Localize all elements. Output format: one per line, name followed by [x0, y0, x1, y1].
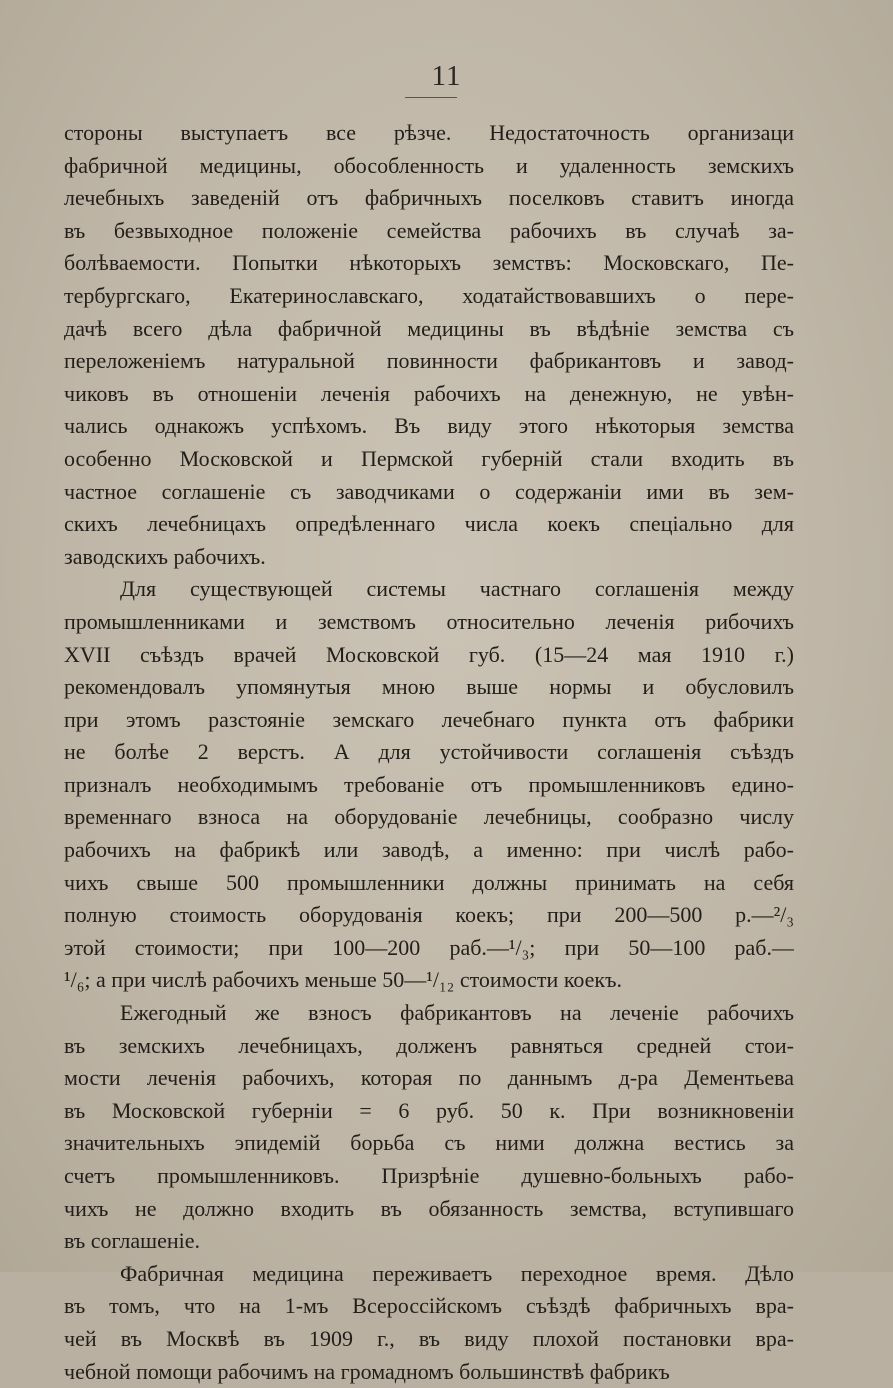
paragraph — [64, 117, 794, 573]
text-line: полную стоимость оборудованія коекъ; при 200—500 р.—²/₃ — [64, 902, 794, 928]
text-line: чихъ не должно входить въ обязанность земства, вступившаго — [64, 1195, 794, 1221]
text-line: мости леченія рабочихъ, которая по даннымъ д-ра Дементьева — [64, 1065, 794, 1091]
text-line: этой стоимости; при 100—200 раб.—¹/₃; при 50—100 раб.— — [64, 934, 794, 960]
text-line: дачѣ всего дѣла фабричной медицины въ вѣдѣніе земства съ — [64, 315, 794, 341]
text-line: чей въ Москвѣ въ 1909 г., въ виду плохой постановки вра- — [64, 1325, 794, 1351]
page-number-rule — [405, 97, 457, 98]
text-line: въ земскихъ лечебницахъ, долженъ равняться средней стои- — [64, 1032, 794, 1058]
text-line: частное соглашеніе съ заводчиками о содержаніи ими въ зем- — [64, 478, 794, 504]
text-line: скихъ лечебницахъ опредѣленнаго числа коекъ спеціально для — [64, 511, 794, 537]
text-line: Ежегодный же взносъ фабрикантовъ на леченіе рабочихъ — [120, 1000, 794, 1026]
text-line: XVII съѣздъ врачей Московской губ. (15—24 мая 1910 г.) — [64, 641, 794, 667]
text-line: значительныхъ эпидемій борьба съ ними должна вестись за — [64, 1130, 794, 1156]
text-line: въ Московской губерніи = 6 руб. 50 к. При возникновеніи — [64, 1097, 794, 1123]
text-line: рабочихъ на фабрикѣ или заводѣ, а именно: при числѣ рабо- — [64, 837, 794, 863]
text-line: ¹/₆; а при числѣ рабочихъ меньше 50—¹/₁₂ стоимости коекъ. — [64, 967, 622, 993]
text-line: Фабричная медицина переживаетъ переходное время. Дѣло — [120, 1260, 794, 1286]
paragraph — [64, 573, 794, 997]
text-line: лечебныхъ заведеній отъ фабричныхъ поселковъ ставитъ иногда — [64, 185, 794, 211]
text-line: тербургскаго, Екатеринославскаго, ходатайствовавшихъ о пере- — [64, 282, 794, 308]
text-line: переложеніемъ натуральной повинности фабрикантовъ и завод- — [64, 348, 794, 374]
paragraph — [64, 1258, 794, 1388]
text-line: не болѣе 2 верстъ. А для устойчивости соглашенія съѣздъ — [64, 739, 794, 765]
text-line: заводскихъ рабочихъ. — [64, 543, 266, 569]
page-number: 11 — [431, 60, 462, 92]
text-line: стороны выступаетъ все рѣзче. Недостаточность организаци — [64, 120, 794, 145]
text-line: чихъ свыше 500 промышленники должны принимать на себя — [64, 869, 794, 895]
text-line: фабричной медицины, обособленность и удаленность земскихъ — [64, 152, 794, 178]
text-line: призналъ необходимымъ требованіе отъ промышленниковъ едино- — [64, 771, 794, 797]
text-line: чиковъ въ отношеніи леченія рабочихъ на денежную, не увѣн- — [64, 380, 794, 406]
body-text — [64, 117, 794, 1388]
text-line: Для существующей системы частнаго соглашенія между — [120, 576, 794, 602]
text-line: въ безвыходное положеніе семейства рабочихъ въ случаѣ за- — [64, 217, 794, 243]
text-line: особенно Московской и Пермской губерній стали входить въ — [64, 445, 794, 471]
text-line: временнаго взноса на оборудованіе лечебницы, сообразно числу — [64, 804, 794, 830]
text-line: болѣваемости. Попытки нѣкоторыхъ земствъ: Московскаго, Пе- — [64, 250, 794, 276]
text-line: чебной помощи рабочимъ на громадномъ большинствѣ фабрикъ — [64, 1358, 670, 1384]
paragraph — [64, 997, 794, 1258]
text-line: чались однакожъ успѣхомъ. Въ виду этого нѣкоторыя земства — [64, 413, 794, 439]
text-line: въ томъ, что на 1-мъ Всероссійскомъ съѣздѣ фабричныхъ вра- — [64, 1293, 794, 1319]
text-line: промышленниками и земствомъ относительно леченія рибочихъ — [64, 608, 794, 634]
text-line: счетъ промышленниковъ. Призрѣніе душевно-больныхъ рабо- — [64, 1163, 794, 1188]
text-line: при этомъ разстояніе земскаго лечебнаго пункта отъ фабрики — [64, 706, 794, 732]
text-line: рекомендовалъ упомянутыя мною выше нормы и обусловилъ — [64, 674, 794, 700]
text-line: въ соглашеніе. — [64, 1228, 200, 1254]
